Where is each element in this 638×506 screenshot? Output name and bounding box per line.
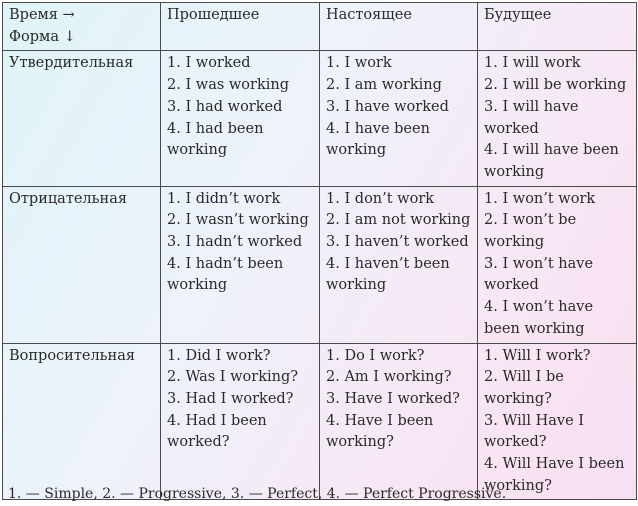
form-item: 2. I will be working [484,77,627,94]
column-header-future: Будущее [478,3,637,51]
column-header-present: Настоящее [320,3,478,51]
form-item: 2. I wasn’t working [167,212,309,229]
form-item: 1. Will I work? [484,347,591,364]
form-item: 3. I hadn’t worked [167,234,303,251]
form-item: 2. Am I working? [326,369,452,386]
form-item: 2. Was I working? [167,369,299,386]
row-negative [3,186,637,343]
form-item: 1. Do I work? [326,347,425,364]
form-item: 1. I didn’t work [167,190,281,207]
row-label-affirmative: Утвердительная [3,51,161,186]
form-item: 3. I have worked [326,98,449,115]
form-item: 4. I will have been working [484,142,619,180]
form-item: 3. I haven’t worked [326,234,469,251]
form-item: 3. Will Have I worked? [484,412,585,451]
form-item: 1. I work [326,55,392,72]
row-interrogative [3,343,637,500]
form-item: 3. I will have worked [484,98,579,137]
legend-footnote: 1. — Simple, 2. — Progressive, 3. — Perfect, 4. — Perfect Progressive. [8,486,507,502]
cell-affirmative-future [478,51,637,186]
form-item: 1. I won’t work [484,190,596,207]
cell-affirmative-present [320,51,478,186]
row-affirmative [3,51,637,186]
cell-negative-present [320,186,478,343]
form-item: 4. I have been working [326,120,430,159]
cell-negative-future [478,186,637,343]
form-item: 4. Will Have I been working? [484,456,625,494]
form-item: 1. I don’t work [326,190,435,207]
form-item: 3. Have I worked? [326,390,460,407]
corner-time-label: Время → [9,7,75,23]
form-item: 1. I worked [167,55,251,72]
row-label-negative: Отрицательная [3,186,161,343]
form-item: 2. Will I be working? [484,369,564,407]
form-item: 2. I am working [326,77,442,94]
form-item: 2. I am not working [326,212,471,229]
form-item: 4. Had I been worked? [167,412,267,451]
cell-affirmative-past [161,51,320,186]
form-item: 2. I was working [167,77,290,94]
form-item: 4. I hadn’t been working [167,255,284,294]
cell-negative-past [161,186,320,343]
form-item: 4. Have I been working? [326,412,434,451]
cell-interrogative-past [161,343,320,500]
form-item: 3. I won’t have worked [484,255,594,294]
form-item: 3. I had worked [167,98,283,115]
column-header-past: Прошедшее [161,3,320,51]
form-item: 4. I haven’t been working [326,255,450,294]
corner-header [3,3,161,51]
header-row [3,3,637,51]
form-item: 1. Did I work? [167,347,271,364]
corner-form-label: Форма ↓ [9,28,76,45]
row-label-interrogative: Вопросительная [3,343,161,500]
form-item: 1. I will work [484,55,581,72]
cell-interrogative-future [478,343,637,500]
form-item: 4. I had been working [167,120,264,159]
form-item: 4. I won’t have been working [484,299,594,337]
form-item: 2. I won’t be working [484,212,577,251]
tense-table [2,2,637,500]
cell-interrogative-present [320,343,478,500]
form-item: 3. Had I worked? [167,390,294,407]
